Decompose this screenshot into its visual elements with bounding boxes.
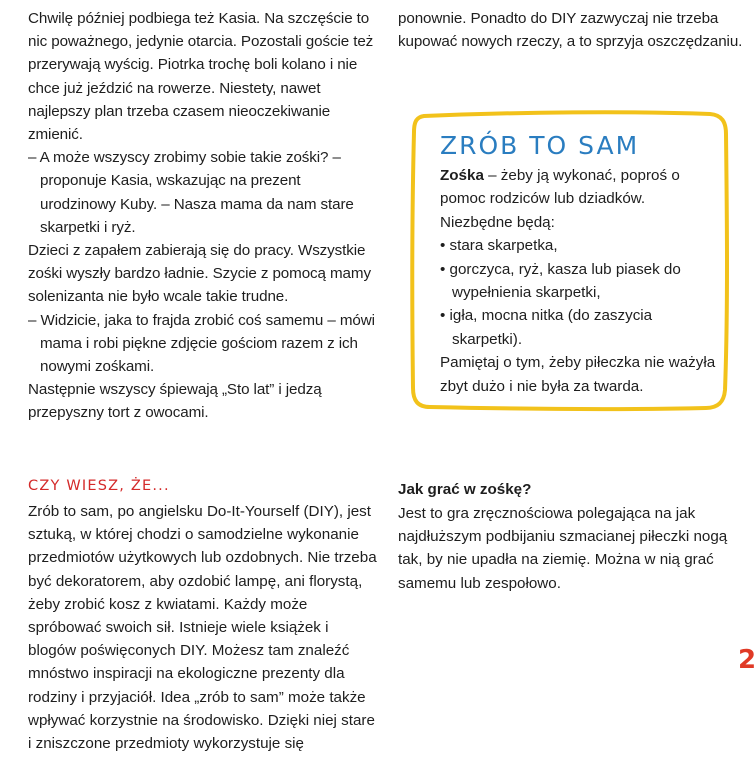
did-you-know-text: Zrób to sam, po angielsku Do-It-Yourself (DIY), jest sztuką, w której chodzi o samodzielne wykonanie przedmiotów użytkowych lub ozdobnych. Nie trzeba być dekoratorem, aby ozdobić lampę, ani florystą, żeby zrobić kosz z kwiatami. Każdy może spróbować swoich sił. Istnieje wiele książek i blogów poświęconych DIY. Możesz tam znaleźć mnóstwo inspiracji na ekologiczne prezenty dla rodziny i przyjaciół. Idea „zrób to sam” może także wpływać korzystnie na środowisko. Dzięki niej stare i zniszczone przedmioty wykorzystuje się <box>28 503 377 753</box>
diy-item-3: • igła, mocna nitka (do zaszycia skarpetki). <box>440 307 653 348</box>
diy-intro-rest: – żeby ją wykonać, poproś o pomoc rodziców lub dziadków. <box>440 167 680 208</box>
story-column <box>28 7 378 425</box>
diy-instructions-box <box>410 110 730 412</box>
how-to-play-section <box>398 478 743 595</box>
diy-item-2: • gorczyca, ryż, kasza lub piasek do wypełnienia skarpetki, <box>440 260 681 302</box>
story-dialogue-1: – A może wszyscy zrobimy sobie takie zośki? – proponuje Kasia, wskazując na prezent urodzinowy Kuby. – Nasza mama da nam stare skarpetki i ryż. <box>28 149 354 236</box>
did-you-know-section <box>28 475 378 755</box>
diy-item-1: • stara skarpetka, <box>440 237 558 255</box>
story-paragraph-1: Chwilę później podbiega też Kasia. Na szczęście to nic poważnego, jedynie otarcia. Pozostali goście też przerywają wyścig. Piotrka trochę boli kolano i nie chce już jeździć na rowerze. Niestety, nawet najlepszy plan trzeba czasem nieoczekiwanie zmienić. <box>28 10 374 144</box>
story-paragraph-2: Dzieci z zapałem zabierają się do pracy. Wszystkie zośki wyszły bardzo ładnie. Szycie z pomocą mamy solenizanta nie było wcale takie trudne. <box>28 242 371 306</box>
page-number: 2 <box>738 645 756 675</box>
how-to-play-title: Jak grać w zośkę? <box>398 481 532 498</box>
diy-continuation-text: ponownie. Ponadto do DIY zazwyczaj nie trzeba kupować nowych rzeczy, a to sprzyja oszczędzaniu. <box>398 10 743 51</box>
diy-continuation-column <box>398 7 748 53</box>
diy-intro-bold: Zośka <box>440 167 484 184</box>
diy-title: ZRÓB TO SAM <box>440 131 640 160</box>
story-paragraph-3: Następnie wszyscy śpiewają „Sto lat” i jedzą przepyszny tort z owocami. <box>28 381 322 422</box>
diy-intro <box>440 164 720 211</box>
diy-note: Pamiętaj o tym, żeby piłeczka nie ważyła zbyt dużo i nie była za twarda. <box>440 354 716 395</box>
diy-needed-label: Niezbędne będą: <box>440 213 555 231</box>
story-dialogue-2: – Widzicie, jaka to frajda zrobić coś samemu – mówi mama i robi piękne zdjęcie gościom razem z ich nowymi zośkami. <box>28 311 375 376</box>
did-you-know-title: CZY WIESZ, ŻE... <box>28 478 170 494</box>
how-to-play-text: Jest to gra zręcznościowa polegająca na jak najdłuższym podbijaniu szmacianej piłeczki nogą tak, by nie upadła na ziemię. Można w nią grać samemu lub zespołowo. <box>398 505 728 592</box>
